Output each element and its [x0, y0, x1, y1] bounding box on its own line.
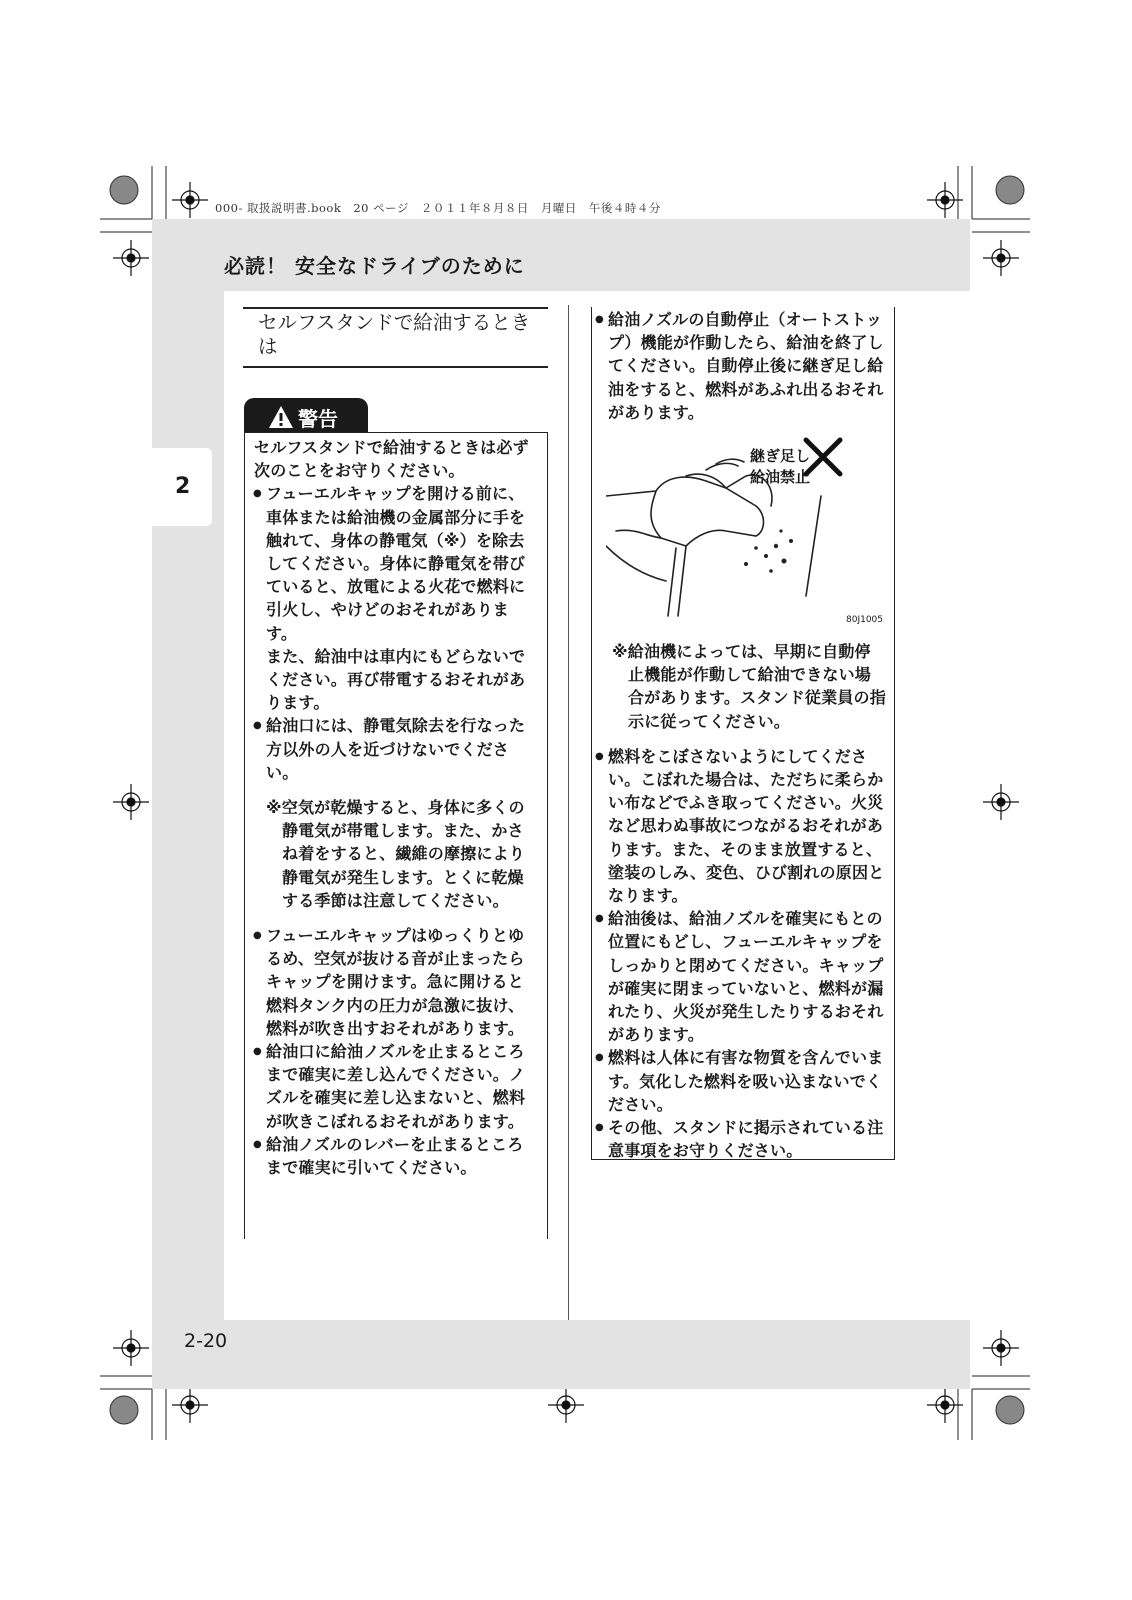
static-note: ※給油機によっては、早期に自動停止機能が作動して給油できない場合があります。スタンド従業員の指示に従ってください。 — [612, 642, 886, 731]
warning-label: 警告 — [298, 407, 338, 431]
chapter-number: 2 — [175, 474, 191, 499]
footer-band — [152, 1320, 970, 1389]
list-item: ● その他、スタンドに掲示されている注意事項をお守りください。 — [596, 1116, 886, 1162]
warning-column-2-lower — [596, 640, 886, 1162]
list-item-continuation: また、給油中は車内にもどらないでください。再び帯電するおそれがあります。 — [266, 646, 526, 713]
running-header: 000- 取扱説明書.book 20 ページ ２０１１年８月８日 月曜日 午後４時４分 — [215, 201, 661, 215]
column-divider — [568, 305, 569, 1320]
illustration-label — [750, 446, 820, 488]
page-number: 2-20 — [184, 1330, 228, 1352]
list-item: ● 給油ノズルのレバーを止まるところまで確実に引いてください。 — [254, 1133, 538, 1179]
warning-triangle-icon — [268, 405, 294, 429]
illustration-code: 80J1005 — [846, 615, 884, 625]
refueling-illustration — [606, 436, 888, 621]
warning-column-2 — [596, 308, 886, 424]
warning-intro: セルフスタンドで給油するときは必ず次のことをお守りください。 — [254, 438, 529, 481]
page-header: 必読！ 安全なドライブのために — [224, 254, 525, 278]
warning-column-1 — [254, 436, 538, 1179]
section-title: セルフスタンドで給油するときは — [258, 311, 531, 358]
list-item: ● 給油口に給油ノズルを止まるところまで確実に差し込んでください。ノズルを確実に差し込まないと、燃料が吹きこぼれるおそれがあります。 — [254, 1040, 538, 1133]
illustration-label-line-1: 継ぎ足し — [750, 447, 811, 465]
static-note: ※空気が乾燥すると、身体に多くの静電気が帯電します。また、かさね着をすると、繊維の摩擦により静電気が発生します。とくに乾燥する季節は注意してください。 — [266, 798, 526, 910]
list-item: ● 燃料をこぼさないようにしてください。こぼれた場合は、ただちに柔らかい布などでふき取ってください。火災など思わぬ事故につながるおそれがあります。また、そのまま放置すると、塗装のしみ、変色、ひび割れの原因となります。 — [596, 745, 886, 907]
list-item: ● フューエルキャップを開ける前に、車体または給油機の金属部分に手を触れて、身体の静電気（※）を除去してください。身体に静電気を帯びていると、放電による火花で燃料に引火し、やけどのおそれがあります。 — [254, 482, 538, 644]
illustration-label-line-2: 給油禁止 — [750, 468, 811, 486]
list-item: ● 給油口には、静電気除去を行なった方以外の人を近づけないでください。 — [254, 714, 538, 784]
list-item: ● フューエルキャップはゆっくりとゆるめ、空気が抜ける音が止まったらキャップを開けます。急に開けると燃料タンク内の圧力が急激に抜け、燃料が吹き出すおそれがあります。 — [254, 924, 538, 1040]
list-item: ● 燃料は人体に有害な物質を含んでいます。気化した燃料を吸い込まないでください。 — [596, 1046, 886, 1116]
side-band — [152, 219, 224, 1389]
list-item: ● 給油後は、給油ノズルを確実にもとの位置にもどし、フューエルキャップをしっかりと閉めてください。キャップが確実に閉まっていないと、燃料が漏れたり、火災が発生したりするおそれがあります。 — [596, 907, 886, 1046]
list-item: ● 給油ノズルの自動停止（オートストップ）機能が作動したら、給油を終了してください。自動停止後に継ぎ足し給油をすると、燃料があふれ出るおそれがあります。 — [596, 308, 886, 424]
